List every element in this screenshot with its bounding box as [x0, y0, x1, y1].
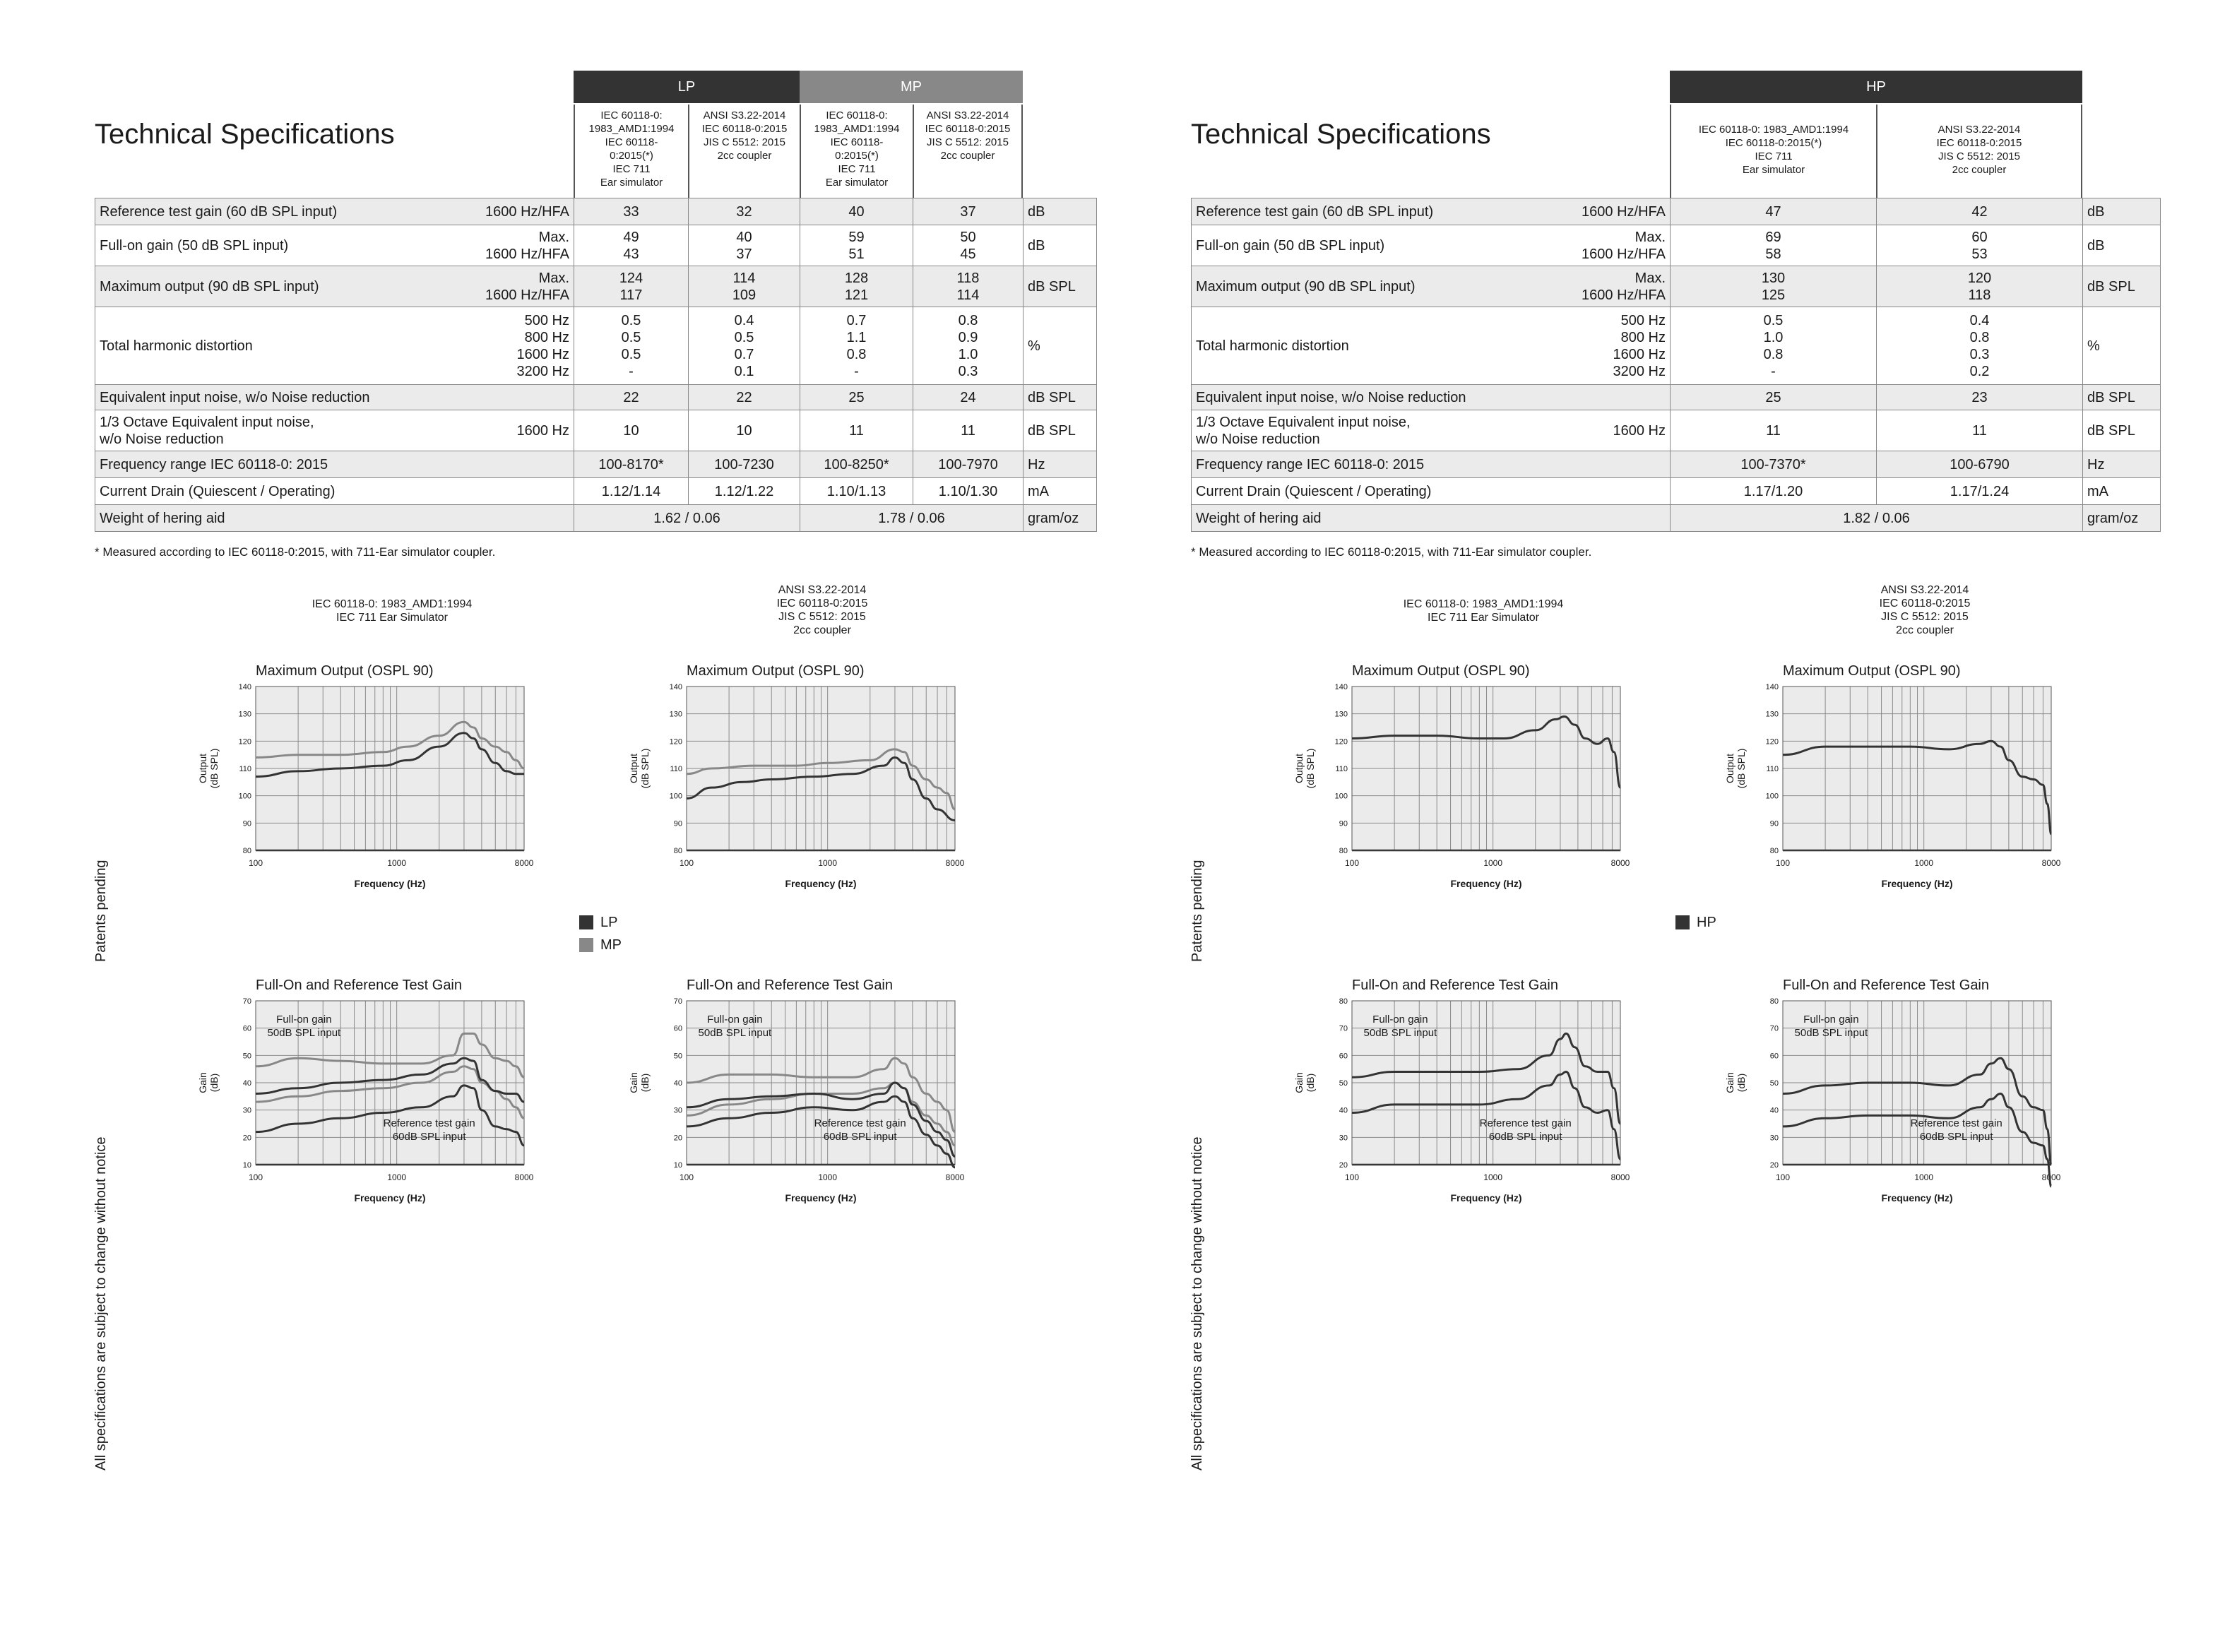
row-unit: dB SPL	[1024, 410, 1097, 451]
cell-value: 11	[1877, 410, 2083, 451]
curve-annotation: Reference test gain	[814, 1117, 906, 1129]
x-tick-label: 100	[248, 1172, 263, 1182]
chart-maximum-output	[1287, 658, 1640, 898]
row-condition: 500 Hz 800 Hz 1600 Hz 3200 Hz	[464, 307, 574, 385]
table-row	[1192, 505, 2161, 532]
cell-value: 25	[800, 385, 913, 410]
row-condition: 1600 Hz	[464, 410, 574, 451]
cell-value: 40	[800, 198, 913, 225]
chart-title: Full-On and Reference Test Gain	[1783, 977, 1990, 993]
row-condition: 1600 Hz/HFA	[1560, 198, 1671, 225]
cell-value: 25	[1671, 385, 1877, 410]
x-axis-label: Frequency (Hz)	[785, 1192, 857, 1204]
row-label: Equivalent input noise, w/o Noise reduction	[95, 385, 464, 410]
chart-gain	[1287, 973, 1640, 1213]
group-header-lp: LP	[574, 71, 800, 103]
y-tick-label: 20	[1339, 1161, 1348, 1170]
x-axis-label: Frequency (Hz)	[1881, 1192, 1953, 1204]
cell-value: 100-6790	[1877, 451, 2083, 478]
table-row	[95, 307, 1097, 385]
row-condition: 1600 Hz/HFA	[464, 198, 574, 225]
x-tick-label: 8000	[945, 1172, 965, 1182]
table-row	[1192, 266, 2161, 307]
y-tick-label: 120	[1765, 737, 1779, 747]
row-condition	[1560, 505, 1671, 532]
row-condition	[1560, 385, 1671, 410]
y-tick-label: 130	[1765, 710, 1779, 719]
chart-maximum-output	[1718, 658, 2071, 898]
y-tick-label: 70	[1769, 1024, 1779, 1033]
row-unit: dB SPL	[1024, 266, 1097, 307]
row-label: Frequency range IEC 60118-0: 2015	[95, 451, 464, 478]
column-subheader: ANSI S3.22-2014 IEC 60118-0:2015 JIS C 5512: 2015 2cc coupler	[1876, 105, 2082, 198]
row-condition: Max. 1600 Hz/HFA	[464, 266, 574, 307]
y-tick-label: 60	[1339, 1052, 1348, 1061]
cell-value: 100-8170*	[574, 451, 689, 478]
group-header-mp: MP	[800, 71, 1023, 103]
chart-group-title: IEC 60118-0: 1983_AMD1:1994 IEC 711 Ear Simulator	[312, 598, 473, 624]
y-tick-label: 100	[238, 792, 251, 801]
chart-title: Full-On and Reference Test Gain	[256, 977, 463, 993]
y-tick-label: 60	[1769, 1052, 1779, 1061]
cell-value: 32	[689, 198, 800, 225]
chart-title: Maximum Output (OSPL 90)	[256, 663, 434, 679]
y-tick-label: 90	[1339, 819, 1348, 828]
chart-maximum-output	[622, 658, 975, 898]
cell-value: 0.5 1.0 0.8 -	[1671, 307, 1877, 385]
page-title: Technical Specifications	[95, 119, 395, 150]
y-tick-label: 10	[673, 1161, 682, 1170]
row-condition	[464, 478, 574, 505]
left-panel	[0, 0, 1112, 1652]
cell-value: 1.12/1.14	[574, 478, 689, 505]
y-tick-label: 110	[1766, 765, 1779, 773]
chart-title: Full-On and Reference Test Gain	[687, 977, 894, 993]
cell-value: 118 114	[913, 266, 1024, 307]
column-subheader: IEC 60118-0: 1983_AMD1:1994 IEC 60118- 0:2015(*) IEC 711 Ear simulator	[574, 105, 688, 198]
y-tick-label: 100	[1765, 792, 1779, 801]
y-axis-label: (dB SPL)	[1736, 748, 1747, 789]
y-tick-label: 40	[673, 1079, 682, 1088]
y-axis-label: (dB SPL)	[208, 748, 220, 789]
row-condition	[464, 385, 574, 410]
x-tick-label: 100	[1775, 858, 1791, 868]
cell-value: 60 53	[1877, 225, 2083, 266]
cell-value: 22	[689, 385, 800, 410]
cell-value: 100-7230	[689, 451, 800, 478]
row-unit: dB	[2083, 225, 2161, 266]
curve-annotation: 60dB SPL input	[392, 1130, 466, 1143]
row-label: Maximum output (90 dB SPL input)	[1192, 266, 1560, 307]
legend-swatch	[1675, 915, 1690, 929]
x-axis-label: Frequency (Hz)	[354, 878, 426, 889]
legend-swatch	[579, 915, 593, 929]
patents-pending-text: Patents pending	[93, 860, 109, 962]
cell-value: 10	[689, 410, 800, 451]
column-subheader: ANSI S3.22-2014 IEC 60118-0:2015 JIS C 5512: 2015 2cc coupler	[913, 105, 1023, 198]
legend-item-lp: LP	[579, 911, 622, 934]
cell-value: 59 51	[800, 225, 913, 266]
x-tick-label: 8000	[514, 1172, 534, 1182]
y-tick-label: 20	[1769, 1161, 1779, 1170]
y-tick-label: 100	[669, 792, 682, 801]
patents-pending-text: Patents pending	[1189, 860, 1205, 962]
y-axis-label: Output	[1293, 753, 1305, 784]
y-tick-label: 90	[673, 819, 682, 828]
y-axis-label: Gain	[1724, 1072, 1736, 1093]
x-tick-label: 1000	[387, 858, 407, 868]
y-axis-label: (dB)	[208, 1073, 220, 1093]
curve-annotation: 60dB SPL input	[1919, 1130, 1993, 1143]
y-tick-label: 30	[1769, 1134, 1779, 1143]
chart-legend	[1675, 911, 1716, 934]
chart-gain	[622, 973, 975, 1213]
right-panel	[1096, 0, 2209, 1652]
cell-value: 40 37	[689, 225, 800, 266]
y-tick-label: 130	[669, 710, 682, 719]
cell-value: 100-8250*	[800, 451, 913, 478]
cell-value: 24	[913, 385, 1024, 410]
y-axis-label: Output	[628, 753, 639, 784]
cell-value: 124 117	[574, 266, 689, 307]
row-label: 1/3 Octave Equivalent input noise, w/o Noise reduction	[1192, 410, 1560, 451]
row-unit: dB SPL	[1024, 385, 1097, 410]
curve-annotation: Full-on gain	[1803, 1013, 1859, 1026]
y-tick-label: 130	[1334, 710, 1348, 719]
x-tick-label: 1000	[1483, 1172, 1503, 1182]
curve-annotation: 50dB SPL input	[1794, 1026, 1868, 1039]
x-tick-label: 1000	[1914, 1172, 1934, 1182]
chart-title: Maximum Output (OSPL 90)	[687, 663, 865, 679]
table-row	[95, 266, 1097, 307]
spec-table	[1191, 198, 2161, 532]
cell-value: 1.10/1.13	[800, 478, 913, 505]
y-axis-label: (dB SPL)	[1305, 748, 1316, 789]
cell-value: 23	[1877, 385, 2083, 410]
cell-value: 1.82 / 0.06	[1671, 505, 2083, 532]
row-unit: dB SPL	[2083, 385, 2161, 410]
curve-annotation: 60dB SPL input	[1488, 1130, 1562, 1143]
y-tick-label: 50	[673, 1052, 682, 1061]
y-tick-label: 90	[1769, 819, 1779, 828]
cell-value: 130 125	[1671, 266, 1877, 307]
y-axis-label: Gain	[1293, 1072, 1305, 1093]
y-axis-label: (dB)	[1736, 1073, 1747, 1093]
cell-value: 10	[574, 410, 689, 451]
table-row	[1192, 307, 2161, 385]
y-tick-label: 80	[1339, 997, 1348, 1006]
row-condition: Max. 1600 Hz/HFA	[1560, 225, 1671, 266]
row-condition	[1560, 478, 1671, 505]
y-tick-label: 70	[1339, 1024, 1348, 1033]
cell-value: 49 43	[574, 225, 689, 266]
row-label: 1/3 Octave Equivalent input noise, w/o Noise reduction	[95, 410, 464, 451]
curve-annotation: 50dB SPL input	[267, 1026, 341, 1039]
row-label: Total harmonic distortion	[95, 307, 464, 385]
legend-item-hp: HP	[1675, 911, 1716, 934]
y-tick-label: 60	[673, 1024, 682, 1033]
y-tick-label: 80	[242, 847, 251, 855]
y-tick-label: 130	[238, 710, 251, 719]
x-tick-label: 8000	[1610, 858, 1630, 868]
cell-value: 11	[913, 410, 1024, 451]
y-tick-label: 80	[673, 847, 682, 855]
table-row	[1192, 385, 2161, 410]
table-row	[1192, 198, 2161, 225]
y-axis-label: Gain	[628, 1072, 639, 1093]
y-tick-label: 50	[242, 1052, 251, 1061]
row-unit: dB	[2083, 198, 2161, 225]
y-tick-label: 50	[1769, 1079, 1779, 1088]
table-row	[1192, 410, 2161, 451]
row-label: Reference test gain (60 dB SPL input)	[95, 198, 464, 225]
x-tick-label: 100	[248, 858, 263, 868]
x-tick-label: 100	[1344, 858, 1360, 868]
row-condition: Max. 1600 Hz/HFA	[464, 225, 574, 266]
x-axis-label: Frequency (Hz)	[1450, 1192, 1522, 1204]
y-axis-label: (dB)	[1305, 1073, 1316, 1093]
spec-table	[95, 198, 1097, 532]
row-unit: mA	[1024, 478, 1097, 505]
column-subheader: IEC 60118-0: 1983_AMD1:1994 IEC 60118-0:2015(*) IEC 711 Ear simulator	[1670, 105, 1876, 198]
cell-value: 1.17/1.20	[1671, 478, 1877, 505]
y-tick-label: 70	[673, 997, 682, 1006]
y-tick-label: 10	[242, 1161, 251, 1170]
row-unit: gram/oz	[1024, 505, 1097, 532]
row-label: Reference test gain (60 dB SPL input)	[1192, 198, 1560, 225]
row-unit: gram/oz	[2083, 505, 2161, 532]
y-tick-label: 100	[1334, 792, 1348, 801]
curve-annotation: Full-on gain	[1372, 1013, 1428, 1026]
y-tick-label: 20	[242, 1134, 251, 1143]
x-tick-label: 100	[679, 858, 694, 868]
y-axis-label: Output	[1724, 753, 1736, 784]
row-unit: dB	[1024, 225, 1097, 266]
cell-value: 1.17/1.24	[1877, 478, 2083, 505]
curve-annotation: Full-on gain	[707, 1013, 763, 1026]
cell-value: 50 45	[913, 225, 1024, 266]
row-condition	[1560, 451, 1671, 478]
curve-annotation: Reference test gain	[383, 1117, 475, 1129]
cell-value: 0.4 0.5 0.7 0.1	[689, 307, 800, 385]
row-unit: mA	[2083, 478, 2161, 505]
row-unit: Hz	[1024, 451, 1097, 478]
row-condition: 500 Hz 800 Hz 1600 Hz 3200 Hz	[1560, 307, 1671, 385]
footnote: * Measured according to IEC 60118-0:2015, with 711-Ear simulator coupler.	[95, 545, 496, 559]
x-axis-label: Frequency (Hz)	[1881, 878, 1953, 889]
x-tick-label: 1000	[387, 1172, 407, 1182]
y-axis-label: (dB)	[639, 1073, 651, 1093]
x-tick-label: 8000	[2041, 858, 2061, 868]
row-label: Weight of hering aid	[95, 505, 464, 532]
cell-value: 0.8 0.9 1.0 0.3	[913, 307, 1024, 385]
cell-value: 0.5 0.5 0.5 -	[574, 307, 689, 385]
legend-swatch	[579, 938, 593, 952]
y-tick-label: 80	[1769, 997, 1779, 1006]
y-tick-label: 120	[1334, 737, 1348, 747]
y-tick-label: 60	[242, 1024, 251, 1033]
column-subheader: IEC 60118-0: 1983_AMD1:1994 IEC 60118- 0:2015(*) IEC 711 Ear simulator	[800, 105, 913, 198]
table-row	[95, 385, 1097, 410]
cell-value: 1.62 / 0.06	[574, 505, 800, 532]
row-condition	[464, 505, 574, 532]
table-row	[1192, 451, 2161, 478]
x-axis-label: Frequency (Hz)	[354, 1192, 426, 1204]
x-tick-label: 8000	[945, 858, 965, 868]
row-label: Current Drain (Quiescent / Operating)	[1192, 478, 1560, 505]
cell-value: 33	[574, 198, 689, 225]
table-row	[1192, 478, 2161, 505]
cell-value: 1.12/1.22	[689, 478, 800, 505]
y-tick-label: 120	[669, 737, 682, 747]
curve-annotation: Reference test gain	[1479, 1117, 1572, 1129]
y-tick-label: 140	[669, 683, 682, 691]
row-unit: dB	[1024, 198, 1097, 225]
row-label: Weight of hering aid	[1192, 505, 1560, 532]
chart-gain	[1718, 973, 2071, 1213]
cell-value: 11	[1671, 410, 1877, 451]
y-tick-label: 40	[1339, 1106, 1348, 1115]
curve-annotation: Full-on gain	[276, 1013, 332, 1026]
row-condition: 1600 Hz	[1560, 410, 1671, 451]
row-unit: Hz	[2083, 451, 2161, 478]
legend-item-mp: MP	[579, 934, 622, 956]
cell-value: 114 109	[689, 266, 800, 307]
y-tick-label: 110	[239, 765, 251, 773]
row-label: Frequency range IEC 60118-0: 2015	[1192, 451, 1560, 478]
cell-value: 42	[1877, 198, 2083, 225]
cell-value: 120 118	[1877, 266, 2083, 307]
row-unit: %	[2083, 307, 2161, 385]
cell-value: 0.7 1.1 0.8 -	[800, 307, 913, 385]
y-tick-label: 30	[242, 1106, 251, 1115]
chart-group-title: ANSI S3.22-2014 IEC 60118-0:2015 JIS C 5512: 2015 2cc coupler	[1879, 584, 1971, 636]
y-tick-label: 30	[673, 1106, 682, 1115]
table-row	[95, 505, 1097, 532]
x-tick-label: 1000	[818, 1172, 838, 1182]
cell-value: 128 121	[800, 266, 913, 307]
row-label: Full-on gain (50 dB SPL input)	[95, 225, 464, 266]
chart-legend	[579, 911, 622, 956]
page-title: Technical Specifications	[1191, 119, 1491, 150]
x-tick-label: 8000	[1610, 1172, 1630, 1182]
chart-title: Maximum Output (OSPL 90)	[1783, 663, 1961, 679]
curve-annotation: 50dB SPL input	[698, 1026, 772, 1039]
cell-value: 69 58	[1671, 225, 1877, 266]
y-tick-label: 110	[670, 765, 682, 773]
cell-value: 0.4 0.8 0.3 0.2	[1877, 307, 2083, 385]
x-tick-label: 1000	[1914, 858, 1934, 868]
cell-value: 37	[913, 198, 1024, 225]
y-tick-label: 20	[673, 1134, 682, 1143]
table-row	[95, 198, 1097, 225]
cell-value: 47	[1671, 198, 1877, 225]
curve-annotation: Reference test gain	[1910, 1117, 2003, 1129]
y-axis-label: Gain	[197, 1072, 208, 1093]
chart-gain	[191, 973, 544, 1213]
table-row	[1192, 225, 2161, 266]
x-tick-label: 100	[1344, 1172, 1360, 1182]
row-label: Total harmonic distortion	[1192, 307, 1560, 385]
x-tick-label: 1000	[818, 858, 838, 868]
table-row	[95, 225, 1097, 266]
row-label: Full-on gain (50 dB SPL input)	[1192, 225, 1560, 266]
x-tick-label: 8000	[2041, 1172, 2061, 1182]
y-axis-label: Output	[197, 753, 208, 784]
cell-value: 11	[800, 410, 913, 451]
y-tick-label: 110	[1335, 765, 1348, 773]
row-unit: dB SPL	[2083, 410, 2161, 451]
group-header-hp: HP	[1670, 71, 2082, 103]
y-tick-label: 30	[1339, 1134, 1348, 1143]
table-row	[95, 451, 1097, 478]
y-tick-label: 140	[1765, 683, 1779, 691]
x-axis-label: Frequency (Hz)	[1450, 878, 1522, 889]
row-unit: %	[1024, 307, 1097, 385]
curve-annotation: 50dB SPL input	[1363, 1026, 1437, 1039]
row-label: Equivalent input noise, w/o Noise reduction	[1192, 385, 1560, 410]
y-tick-label: 90	[242, 819, 251, 828]
table-row	[95, 410, 1097, 451]
cell-value: 100-7370*	[1671, 451, 1877, 478]
chart-title: Full-On and Reference Test Gain	[1352, 977, 1559, 993]
cell-value: 22	[574, 385, 689, 410]
row-label: Maximum output (90 dB SPL input)	[95, 266, 464, 307]
chart-group-title: IEC 60118-0: 1983_AMD1:1994 IEC 711 Ear Simulator	[1403, 598, 1564, 624]
x-tick-label: 100	[1775, 1172, 1791, 1182]
change-notice-text: All specifications are subject to change without notice	[93, 1136, 109, 1470]
chart-maximum-output	[191, 658, 544, 898]
x-tick-label: 100	[679, 1172, 694, 1182]
y-tick-label: 40	[1769, 1106, 1779, 1115]
column-subheader: ANSI S3.22-2014 IEC 60118-0:2015 JIS C 5512: 2015 2cc coupler	[688, 105, 800, 198]
row-condition: Max. 1600 Hz/HFA	[1560, 266, 1671, 307]
cell-value: 1.10/1.30	[913, 478, 1024, 505]
y-tick-label: 140	[1334, 683, 1348, 691]
chart-title: Maximum Output (OSPL 90)	[1352, 663, 1530, 679]
y-tick-label: 70	[242, 997, 251, 1006]
row-unit: dB SPL	[2083, 266, 2161, 307]
cell-value: 100-7970	[913, 451, 1024, 478]
table-row	[95, 478, 1097, 505]
y-tick-label: 80	[1769, 847, 1779, 855]
y-tick-label: 140	[238, 683, 251, 691]
x-axis-label: Frequency (Hz)	[785, 878, 857, 889]
change-notice-text: All specifications are subject to change without notice	[1189, 1136, 1205, 1470]
row-condition	[464, 451, 574, 478]
chart-group-title: ANSI S3.22-2014 IEC 60118-0:2015 JIS C 5512: 2015 2cc coupler	[776, 584, 868, 636]
curve-annotation: 60dB SPL input	[823, 1130, 897, 1143]
y-tick-label: 50	[1339, 1079, 1348, 1088]
footnote: * Measured according to IEC 60118-0:2015, with 711-Ear simulator coupler.	[1191, 545, 1592, 559]
x-tick-label: 8000	[514, 858, 534, 868]
y-tick-label: 80	[1339, 847, 1348, 855]
row-label: Current Drain (Quiescent / Operating)	[95, 478, 464, 505]
x-tick-label: 1000	[1483, 858, 1503, 868]
y-axis-label: (dB SPL)	[639, 748, 651, 789]
cell-value: 1.78 / 0.06	[800, 505, 1024, 532]
y-tick-label: 120	[238, 737, 251, 747]
y-tick-label: 40	[242, 1079, 251, 1088]
